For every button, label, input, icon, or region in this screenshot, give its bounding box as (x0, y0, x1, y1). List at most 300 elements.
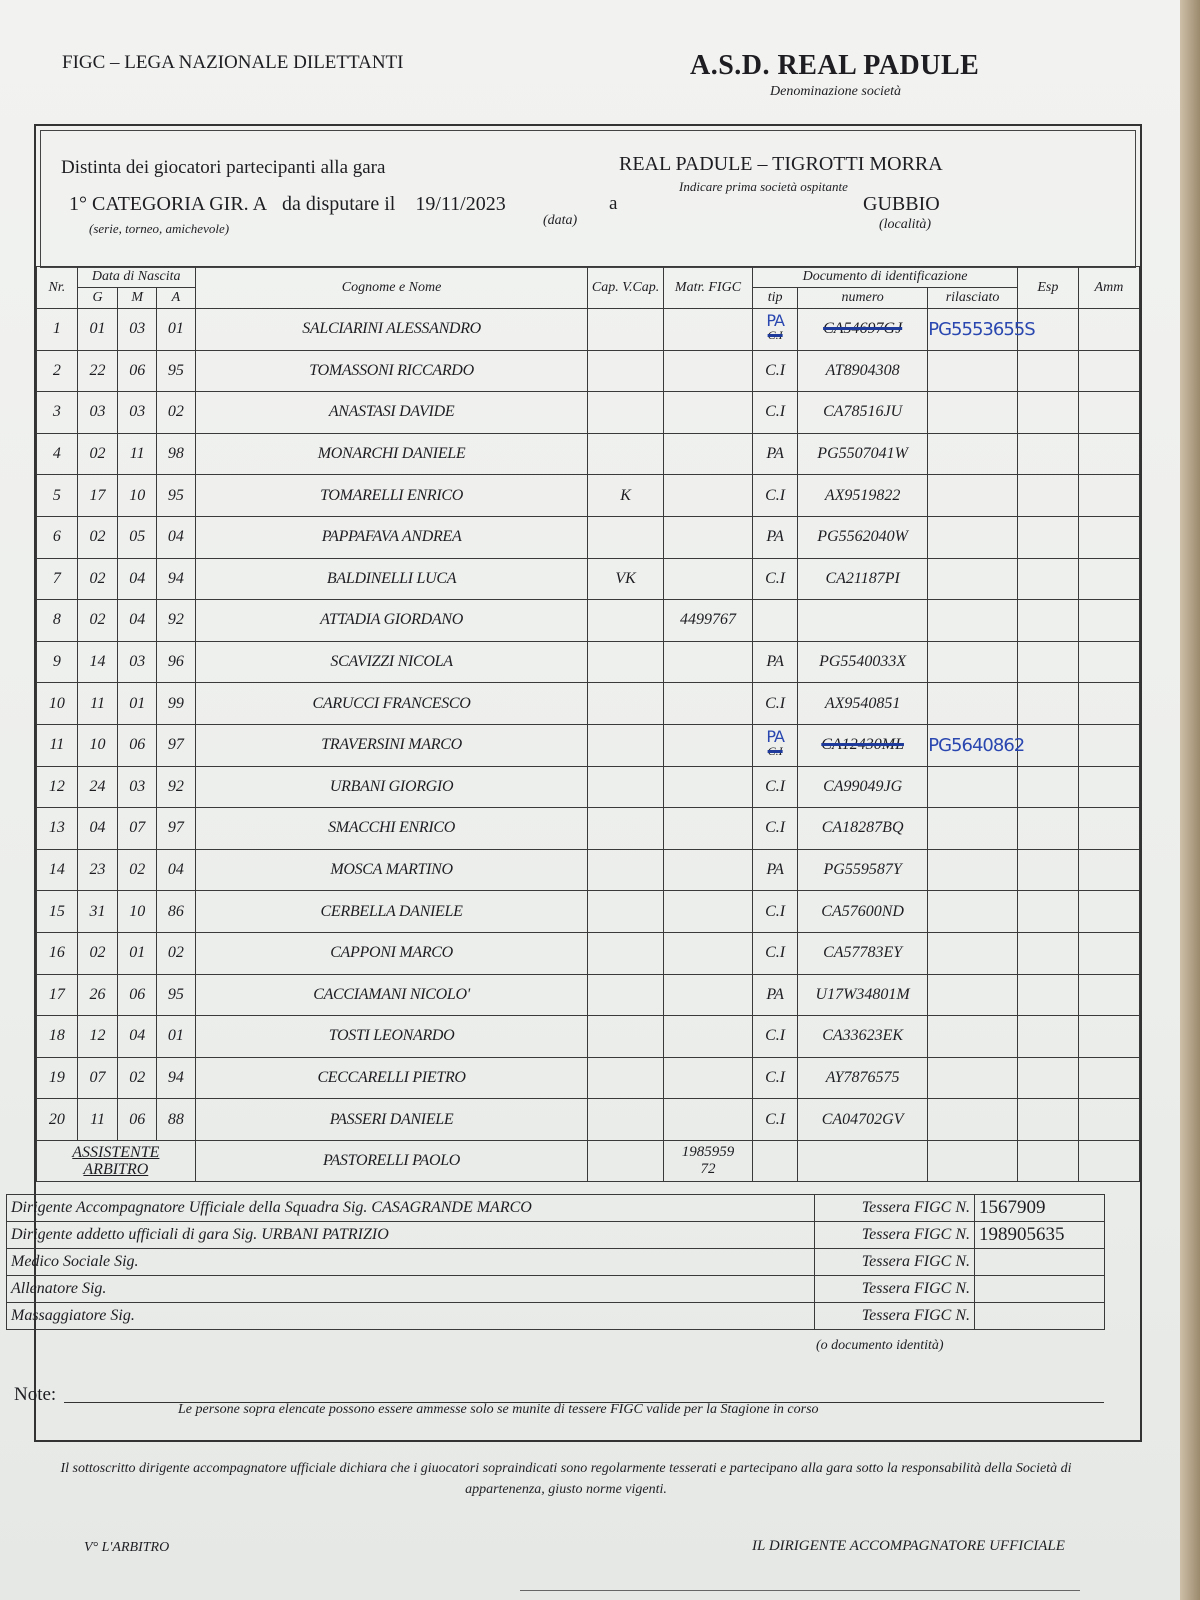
staff-row (7, 1276, 1105, 1303)
assistant-body (37, 1140, 1140, 1182)
tessera-number (975, 1276, 1105, 1303)
cell-g: 22 (77, 350, 118, 392)
assistant-amm (1078, 1140, 1139, 1182)
col-m: M (118, 288, 157, 309)
col-g: G (77, 288, 118, 309)
cell-tip: C.I (753, 475, 798, 517)
tessera-label: Tessera FIGC N. (815, 1195, 975, 1222)
cell-nr: 13 (37, 808, 78, 850)
assistant-rilasciato (928, 1140, 1018, 1182)
cell-amm (1078, 516, 1139, 558)
cell-matr (663, 392, 753, 434)
club-caption: Denominazione società (770, 84, 902, 99)
cell-a: 95 (157, 974, 196, 1016)
cell-g: 14 (77, 641, 118, 683)
cell-nr: 5 (37, 475, 78, 517)
assistant-row (37, 1140, 1140, 1182)
struck-tip: C.I (767, 328, 783, 343)
cell-tip (753, 600, 798, 642)
cell-tip: C.I (753, 683, 798, 725)
cell-esp (1017, 683, 1078, 725)
cell-nr: 17 (37, 974, 78, 1016)
cell-name: BALDINELLI LUCA (195, 558, 588, 600)
cell-numero: CA33623EK (798, 1016, 928, 1058)
teams-caption: Indicare prima società ospitante (679, 179, 848, 194)
cell-g: 02 (77, 932, 118, 974)
cell-esp (1017, 600, 1078, 642)
col-birth: Data di Nascita (77, 267, 195, 288)
cell-cap (588, 516, 663, 558)
cell-rilasciato (928, 808, 1018, 850)
cell-tip: C.I (753, 392, 798, 434)
cell-rilasciato (928, 683, 1018, 725)
cell-cap (588, 1099, 663, 1141)
cell-numero: CA04702GV (798, 1099, 928, 1141)
staff-role: Dirigente Accompagnatore Ufficiale della Squadra Sig. CASAGRANDE MARCO (7, 1195, 815, 1222)
cell-nr: 19 (37, 1057, 78, 1099)
cell-a: 01 (157, 1016, 196, 1058)
cell-m: 04 (118, 1016, 157, 1058)
cell-cap (588, 808, 663, 850)
cell-g: 31 (77, 891, 118, 933)
cell-rilasciato (928, 350, 1018, 392)
table-row (37, 309, 1140, 351)
cell-amm (1078, 849, 1139, 891)
cell-cap (588, 1057, 663, 1099)
cell-amm (1078, 932, 1139, 974)
cell-cap (588, 350, 663, 392)
cell-tip: C.I (753, 891, 798, 933)
cell-esp (1017, 558, 1078, 600)
cell-rilasciato (928, 433, 1018, 475)
cell-a: 86 (157, 891, 196, 933)
doc-note: (o documento identità) (816, 1338, 944, 1353)
cell-matr: 4499767 (663, 600, 753, 642)
cell-name: MONARCHI DANIELE (195, 433, 588, 475)
cell-matr (663, 516, 753, 558)
cell-esp (1017, 433, 1078, 475)
cell-g: 11 (77, 683, 118, 725)
col-tip: tip (753, 288, 798, 309)
assistant-matr-1: 1985959 (681, 1144, 735, 1161)
cell-a: 96 (157, 641, 196, 683)
cell-g: 23 (77, 849, 118, 891)
table-row (37, 891, 1140, 933)
cell-matr (663, 350, 753, 392)
cell-cap (588, 932, 663, 974)
cell-amm (1078, 475, 1139, 517)
cell-matr (663, 808, 753, 850)
table-row (37, 1016, 1140, 1058)
cell-rilasciato (928, 641, 1018, 683)
staff-role: Massaggiatore Sig. (7, 1303, 815, 1330)
cell-a: 94 (157, 1057, 196, 1099)
cell-cap (588, 724, 663, 766)
table-row (37, 350, 1140, 392)
cell-a: 02 (157, 932, 196, 974)
table-row (37, 433, 1140, 475)
intro-text: Distinta dei giocatori partecipanti alla gara (61, 157, 386, 178)
category: 1° CATEGORIA GIR. A (69, 193, 268, 215)
staff-row (7, 1195, 1105, 1222)
cell-nr: 2 (37, 350, 78, 392)
cell-name: SALCIARINI ALESSANDRO (195, 309, 588, 351)
cell-a: 97 (157, 808, 196, 850)
cell-esp (1017, 932, 1078, 974)
cell-m: 06 (118, 350, 157, 392)
cell-rilasciato (928, 558, 1018, 600)
cell-g: 10 (77, 724, 118, 766)
cell-amm (1078, 392, 1139, 434)
cell-nr: 20 (37, 1099, 78, 1141)
cell-amm (1078, 350, 1139, 392)
cell-matr (663, 475, 753, 517)
cell-numero: PG5540033X (798, 641, 928, 683)
cell-a: 04 (157, 849, 196, 891)
cell-numero: AX9519822 (798, 475, 928, 517)
cell-nr: 7 (37, 558, 78, 600)
cell-amm (1078, 641, 1139, 683)
cell-esp (1017, 516, 1078, 558)
cell-name: ANASTASI DAVIDE (195, 392, 588, 434)
assistant-label-1: ASSISTENTE (72, 1144, 160, 1162)
cell-amm (1078, 724, 1139, 766)
at-label: a (609, 193, 618, 214)
cell-amm (1078, 683, 1139, 725)
staff-body (7, 1195, 1105, 1330)
cell-amm (1078, 974, 1139, 1016)
cell-name: TRAVERSINI MARCO (195, 724, 588, 766)
cell-matr (663, 433, 753, 475)
cell-tip: PA (753, 974, 798, 1016)
cell-m: 02 (118, 1057, 157, 1099)
cell-rilasciato (928, 891, 1018, 933)
cell-cap (588, 849, 663, 891)
cell-m: 06 (118, 974, 157, 1016)
cell-g: 17 (77, 475, 118, 517)
cell-tip: PA (753, 641, 798, 683)
col-cap: Cap. V.Cap. (588, 267, 663, 309)
cell-matr (663, 849, 753, 891)
cell-matr (663, 766, 753, 808)
assistant-label (37, 1140, 196, 1182)
cell-numero (798, 309, 928, 351)
col-amm: Amm (1078, 267, 1139, 309)
cell-m: 10 (118, 475, 157, 517)
table-row (37, 475, 1140, 517)
cell-numero: AX9540851 (798, 683, 928, 725)
cell-cap: VK (588, 558, 663, 600)
match-info-box (40, 130, 1136, 268)
cell-rilasciato (928, 1099, 1018, 1141)
cell-a: 01 (157, 309, 196, 351)
cell-m: 06 (118, 724, 157, 766)
tessera-number: 198905635 (975, 1222, 1105, 1249)
cell-nr: 10 (37, 683, 78, 725)
cell-tip (753, 309, 798, 351)
table-row (37, 683, 1140, 725)
cell-nr: 1 (37, 309, 78, 351)
cell-rilasciato (928, 766, 1018, 808)
match-location: GUBBIO (863, 193, 940, 215)
staff-row (7, 1249, 1105, 1276)
cell-numero: PG5562040W (798, 516, 928, 558)
cell-esp (1017, 1099, 1078, 1141)
cell-g: 03 (77, 392, 118, 434)
cell-rilasciato (928, 932, 1018, 974)
cell-m: 10 (118, 891, 157, 933)
cell-cap (588, 433, 663, 475)
table-row (37, 766, 1140, 808)
cell-cap (588, 392, 663, 434)
tessera-label: Tessera FIGC N. (815, 1249, 975, 1276)
cell-nr: 6 (37, 516, 78, 558)
cell-tip: PA (753, 516, 798, 558)
cell-nr: 14 (37, 849, 78, 891)
cell-rilasciato (928, 1016, 1018, 1058)
cell-esp (1017, 849, 1078, 891)
cell-numero: PG559587Y (798, 849, 928, 891)
cell-numero: CA57600ND (798, 891, 928, 933)
staff-table (6, 1194, 1105, 1330)
cell-name: URBANI GIORGIO (195, 766, 588, 808)
cell-matr (663, 1016, 753, 1058)
tessera-number (975, 1303, 1105, 1330)
table-row (37, 932, 1140, 974)
cell-a: 95 (157, 350, 196, 392)
cell-g: 11 (77, 1099, 118, 1141)
cell-esp (1017, 475, 1078, 517)
cell-cap (588, 891, 663, 933)
staff-row (7, 1222, 1105, 1249)
cell-a: 92 (157, 600, 196, 642)
cell-a: 99 (157, 683, 196, 725)
cell-esp (1017, 766, 1078, 808)
cell-cap (588, 974, 663, 1016)
cell-cap (588, 683, 663, 725)
cell-g: 12 (77, 1016, 118, 1058)
cell-numero: CA18287BQ (798, 808, 928, 850)
cell-numero: CA57783EY (798, 932, 928, 974)
table-row (37, 1099, 1140, 1141)
cell-matr (663, 974, 753, 1016)
cell-m: 06 (118, 1099, 157, 1141)
cell-m: 11 (118, 433, 157, 475)
date-caption: (data) (543, 213, 578, 228)
col-doc: Documento di identificazione (753, 267, 1018, 288)
cell-m: 04 (118, 600, 157, 642)
cell-a: 94 (157, 558, 196, 600)
cell-rilasciato (928, 1057, 1018, 1099)
struck-tip: C.I (767, 744, 783, 759)
cell-name: TOSTI LEONARDO (195, 1016, 588, 1058)
cell-matr (663, 558, 753, 600)
cell-m: 07 (118, 808, 157, 850)
cell-tip: PA (753, 433, 798, 475)
cell-cap (588, 309, 663, 351)
cell-amm (1078, 433, 1139, 475)
cell-nr: 11 (37, 724, 78, 766)
cell-a: 04 (157, 516, 196, 558)
cell-amm (1078, 309, 1139, 351)
cell-tip: C.I (753, 1016, 798, 1058)
cell-rilasciato (928, 475, 1018, 517)
cell-nr: 4 (37, 433, 78, 475)
cell-tip: C.I (753, 1057, 798, 1099)
col-numero: numero (798, 288, 928, 309)
location-caption: (località) (879, 217, 932, 232)
table-row (37, 392, 1140, 434)
declaration-text: Il sottoscritto dirigente accompagnatore ufficiale dichiara che i giuocatori sopraindicati sono regolarmente tesserati e partecipano alla gara sotto la responsabilità della Società di appartenenza, giusto norme vigenti. (60, 1461, 1072, 1497)
players-body (37, 309, 1140, 1141)
cell-nr: 15 (37, 891, 78, 933)
handwritten-doc-number: PG5553655S (928, 318, 1035, 340)
page-edge (1180, 0, 1200, 1600)
cell-name: CECCARELLI PIETRO (195, 1057, 588, 1099)
cell-tip: C.I (753, 932, 798, 974)
cell-g: 26 (77, 974, 118, 1016)
col-nr: Nr. (37, 267, 78, 309)
cell-numero: AT8904308 (798, 350, 928, 392)
cell-name: TOMARELLI ENRICO (195, 475, 588, 517)
cell-numero (798, 724, 928, 766)
cell-numero: PG5507041W (798, 433, 928, 475)
table-row (37, 641, 1140, 683)
cell-m: 03 (118, 309, 157, 351)
cell-a: 02 (157, 392, 196, 434)
cell-tip: C.I (753, 766, 798, 808)
cell-cap (588, 1016, 663, 1058)
cell-numero: CA21187PI (798, 558, 928, 600)
cell-g: 02 (77, 516, 118, 558)
table-row (37, 516, 1140, 558)
cell-cap: K (588, 475, 663, 517)
cell-rilasciato (928, 724, 1025, 766)
federation-heading: FIGC – LEGA NAZIONALE DILETTANTI (62, 52, 404, 73)
cell-name: SCAVIZZI NICOLA (195, 641, 588, 683)
tessera-label: Tessera FIGC N. (815, 1276, 975, 1303)
cell-amm (1078, 1016, 1139, 1058)
cell-cap (588, 766, 663, 808)
cell-cap (588, 600, 663, 642)
col-a: A (157, 288, 196, 309)
cell-rilasciato (928, 309, 1035, 351)
to-play-on: da disputare il (282, 193, 396, 215)
cell-g: 02 (77, 433, 118, 475)
cell-a: 97 (157, 724, 196, 766)
cell-tip (753, 724, 798, 766)
cell-matr (663, 1099, 753, 1141)
category-caption: (serie, torneo, amichevole) (89, 221, 230, 236)
cell-name: CACCIAMANI NICOLO' (195, 974, 588, 1016)
cell-esp (1017, 350, 1078, 392)
cell-esp (1017, 724, 1078, 766)
signature-line (520, 1590, 1080, 1591)
cell-esp (1017, 891, 1078, 933)
cell-m: 02 (118, 849, 157, 891)
col-esp: Esp (1017, 267, 1078, 309)
cell-name: PASSERI DANIELE (195, 1099, 588, 1141)
cell-numero: AY7876575 (798, 1057, 928, 1099)
cell-m: 03 (118, 641, 157, 683)
handwritten-tip: PA (766, 311, 784, 331)
cell-tip: C.I (753, 350, 798, 392)
cell-rilasciato (928, 974, 1018, 1016)
manager-signature-label: IL DIRIGENTE ACCOMPAGNATORE UFFICIALE (752, 1538, 1065, 1554)
assistant-esp (1017, 1140, 1078, 1182)
handwritten-doc-number: PG5640862 (928, 734, 1025, 756)
players-table (36, 266, 1140, 1182)
tessera-number: 1567909 (975, 1195, 1105, 1222)
col-matr: Matr. FIGC (663, 267, 753, 309)
club-name: A.S.D. REAL PADULE (690, 50, 980, 81)
cell-rilasciato (928, 849, 1018, 891)
table-row (37, 849, 1140, 891)
cell-tip: C.I (753, 558, 798, 600)
cell-g: 04 (77, 808, 118, 850)
cell-matr (663, 724, 753, 766)
assistant-numero (798, 1140, 928, 1182)
cell-m: 01 (118, 683, 157, 725)
col-rilasciato: rilasciato (928, 288, 1018, 309)
cell-nr: 9 (37, 641, 78, 683)
cell-m: 01 (118, 932, 157, 974)
cell-amm (1078, 766, 1139, 808)
cell-matr (663, 641, 753, 683)
cell-a: 92 (157, 766, 196, 808)
referee-signature-label: V° L'ARBITRO (84, 1540, 170, 1555)
table-row (37, 724, 1140, 766)
roster-frame (11, 124, 1142, 1442)
cell-g: 02 (77, 558, 118, 600)
cell-amm (1078, 558, 1139, 600)
table-row (37, 974, 1140, 1016)
cell-numero: U17W34801M (798, 974, 928, 1016)
col-name: Cognome e Nome (195, 267, 588, 309)
assistant-matr (663, 1140, 753, 1182)
cell-cap (588, 641, 663, 683)
cell-nr: 12 (37, 766, 78, 808)
category-line (69, 193, 506, 216)
cell-name: ATTADIA GIORDANO (195, 600, 588, 642)
cell-esp (1017, 1057, 1078, 1099)
cell-esp (1017, 808, 1078, 850)
cell-g: 02 (77, 600, 118, 642)
cell-tip: PA (753, 849, 798, 891)
cell-tip: C.I (753, 808, 798, 850)
cell-tip: C.I (753, 1099, 798, 1141)
cell-name: CARUCCI FRANCESCO (195, 683, 588, 725)
cell-esp (1017, 974, 1078, 1016)
staff-role: Dirigente addetto ufficiali di gara Sig. URBANI PATRIZIO (7, 1222, 815, 1249)
tessera-number (975, 1249, 1105, 1276)
assistant-tip (753, 1140, 798, 1182)
match-date: 19/11/2023 (415, 193, 506, 215)
tessera-label: Tessera FIGC N. (815, 1303, 975, 1330)
cell-g: 07 (77, 1057, 118, 1099)
note-caption: Le persone sopra elencate possono essere ammesse solo se munite di tessere FIGC valide per la Stagione in corso (178, 1402, 819, 1417)
cell-name: PAPPAFAVA ANDREA (195, 516, 588, 558)
cell-rilasciato (928, 600, 1018, 642)
struck-numero: CA12430ML (821, 736, 904, 754)
cell-numero (798, 600, 928, 642)
cell-name: TOMASSONI RICCARDO (195, 350, 588, 392)
table-row (37, 808, 1140, 850)
cell-amm (1078, 1057, 1139, 1099)
cell-amm (1078, 1099, 1139, 1141)
tessera-label: Tessera FIGC N. (815, 1222, 975, 1249)
staff-role: Medico Sociale Sig. (7, 1249, 815, 1276)
